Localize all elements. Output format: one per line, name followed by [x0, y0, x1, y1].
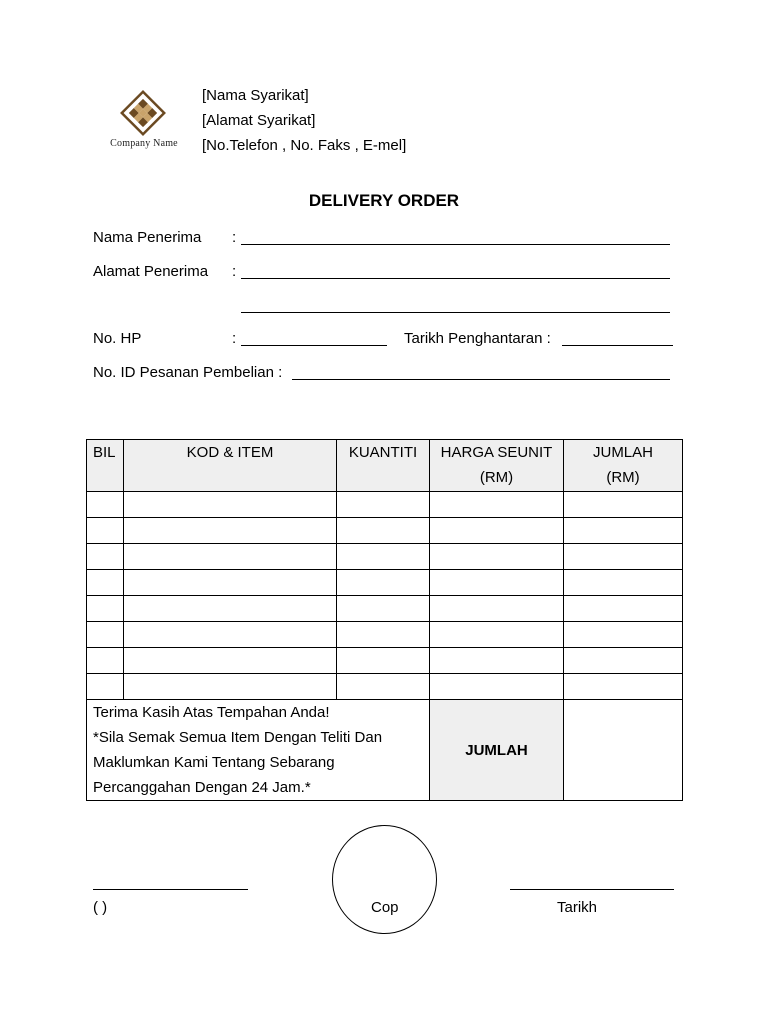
bil-cell[interactable] [87, 674, 124, 700]
unit-price-cell[interactable] [430, 622, 564, 648]
unit-price-cell[interactable] [430, 570, 564, 596]
quantity-cell[interactable] [337, 596, 430, 622]
amount-cell[interactable] [564, 544, 683, 570]
signature-name-parens: ( ) [93, 899, 108, 916]
unit-price-cell[interactable] [430, 648, 564, 674]
table-row [87, 544, 683, 570]
bil-cell[interactable] [87, 622, 124, 648]
header-unit-price: HARGA SEUNIT (RM) [430, 440, 564, 492]
item-cell[interactable] [124, 544, 337, 570]
unit-price-cell[interactable] [430, 518, 564, 544]
amount-cell[interactable] [564, 596, 683, 622]
table-row [87, 492, 683, 518]
stamp-label: Cop [371, 899, 399, 916]
quantity-cell[interactable] [337, 648, 430, 674]
bil-cell[interactable] [87, 570, 124, 596]
amount-cell[interactable] [564, 622, 683, 648]
date-line [510, 889, 674, 890]
recipient-address-field-1[interactable] [241, 278, 670, 279]
quantity-cell[interactable] [337, 674, 430, 700]
item-cell[interactable] [124, 622, 337, 648]
note-row [87, 700, 683, 801]
item-cell[interactable] [124, 570, 337, 596]
delivery-date-field[interactable] [562, 345, 673, 346]
signature-line [93, 889, 248, 890]
item-cell[interactable] [124, 492, 337, 518]
company-contact: [No.Telefon , No. Faks , E-mel] [202, 137, 407, 154]
item-cell[interactable] [124, 596, 337, 622]
colon: : [232, 263, 237, 280]
quantity-cell[interactable] [337, 622, 430, 648]
item-cell[interactable] [124, 648, 337, 674]
table-header-row [87, 440, 683, 492]
unit-price-cell[interactable] [430, 544, 564, 570]
colon: : [232, 330, 237, 347]
header-quantity: KUANTITI [337, 440, 430, 492]
recipient-name-label: Nama Penerima [93, 229, 202, 246]
quantity-cell[interactable] [337, 544, 430, 570]
stamp-circle [332, 825, 437, 934]
table-row [87, 518, 683, 544]
table-row [87, 622, 683, 648]
bil-cell[interactable] [87, 492, 124, 518]
unit-price-cell[interactable] [430, 492, 564, 518]
table-row [87, 674, 683, 700]
bil-cell[interactable] [87, 596, 124, 622]
order-id-label: No. ID Pesanan Pembelian : [93, 364, 283, 381]
amount-cell[interactable] [564, 570, 683, 596]
unit-price-cell[interactable] [430, 674, 564, 700]
company-logo [98, 86, 190, 156]
recipient-name-field[interactable] [241, 244, 670, 245]
company-name: [Nama Syarikat] [202, 87, 309, 104]
header-amount: JUMLAH (RM) [564, 440, 683, 492]
amount-cell[interactable] [564, 674, 683, 700]
quantity-cell[interactable] [337, 570, 430, 596]
header-bil: BIL [87, 440, 124, 492]
table-row [87, 648, 683, 674]
document-title: DELIVERY ORDER [308, 191, 460, 210]
recipient-address-label: Alamat Penerima [93, 263, 209, 280]
item-cell[interactable] [124, 518, 337, 544]
amount-cell[interactable] [564, 648, 683, 674]
table-row [87, 570, 683, 596]
date-label: Tarikh [557, 899, 598, 916]
table-row [87, 596, 683, 622]
total-label: JUMLAH [430, 700, 564, 801]
delivery-date-label: Tarikh Penghantaran : [404, 330, 551, 347]
items-table [86, 439, 683, 801]
quantity-cell[interactable] [337, 518, 430, 544]
unit-price-cell[interactable] [430, 596, 564, 622]
logo-text: Company Name [110, 138, 178, 149]
amount-cell[interactable] [564, 492, 683, 518]
phone-field[interactable] [241, 345, 387, 346]
bil-cell[interactable] [87, 518, 124, 544]
diamond-logo-icon [118, 90, 168, 136]
order-id-field[interactable] [292, 379, 670, 380]
company-address: [Alamat Syarikat] [202, 112, 316, 129]
quantity-cell[interactable] [337, 492, 430, 518]
bil-cell[interactable] [87, 544, 124, 570]
item-cell[interactable] [124, 674, 337, 700]
header-item: KOD & ITEM [124, 440, 337, 492]
colon: : [232, 229, 237, 246]
bil-cell[interactable] [87, 648, 124, 674]
thank-you-note: Terima Kasih Atas Tempahan Anda! *Sila Semak Semua Item Dengan Teliti Dan Maklumkan Kami Tentang Sebarang Percanggahan Dengan 24 Jam.* [87, 700, 430, 801]
phone-label: No. HP [93, 330, 142, 347]
amount-cell[interactable] [564, 518, 683, 544]
total-amount-cell[interactable] [564, 700, 683, 801]
recipient-address-field-2[interactable] [241, 312, 670, 313]
